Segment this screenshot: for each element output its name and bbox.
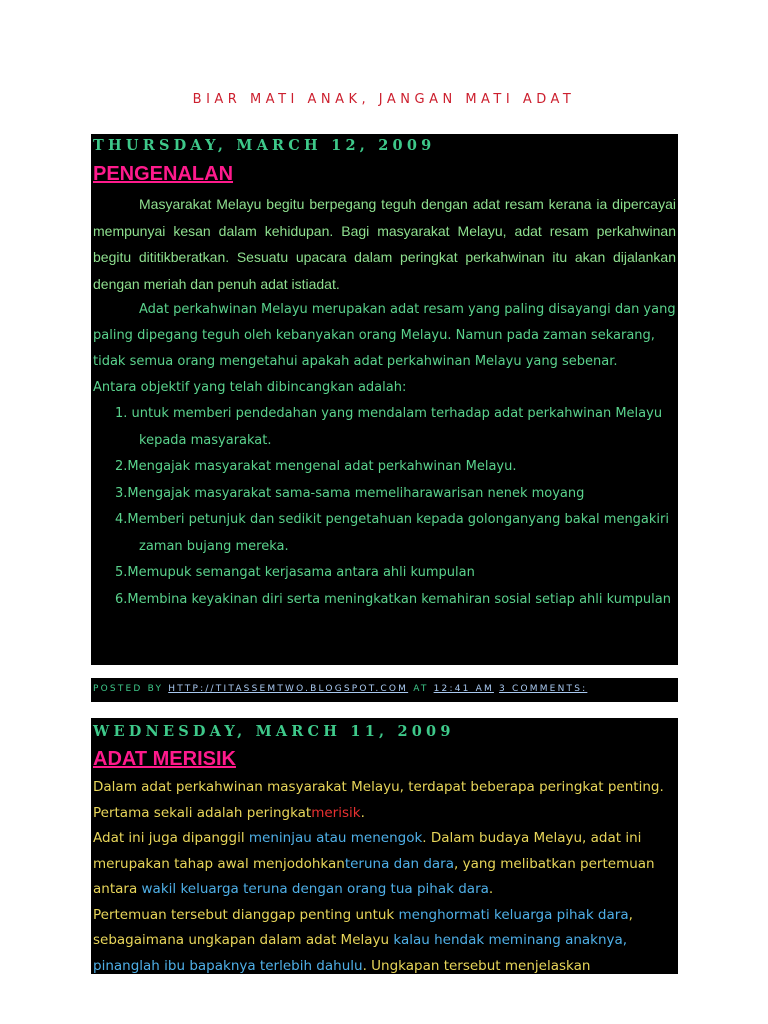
highlight-term: merisik bbox=[311, 804, 361, 821]
text-run: Adat ini juga dipanggil bbox=[93, 830, 249, 846]
blog-title: BIAR MATI ANAK, JANGAN MATI ADAT bbox=[192, 92, 576, 107]
list-item: 1. untuk memberi pendedahan yang mendalam terhadap adat perkahwinan Melayu kepada masyarakat. bbox=[115, 406, 663, 448]
highlight-term: wakil keluarga teruna dengan orang tua pihak dara bbox=[141, 881, 489, 897]
post-date: WEDNESDAY, MARCH 11, 2009 bbox=[93, 723, 455, 740]
list-item: 4.Memberi petunjuk dan sedikit pengetahuan kepada golonganyang bakal mengakiri zaman bujang mereka. bbox=[115, 512, 669, 554]
text-run: . Ungkapan tersebut menjelaskan bbox=[362, 957, 591, 974]
objectives-list bbox=[93, 401, 676, 613]
intro-paragraph: Masyarakat Melayu begitu berpegang teguh dengan adat resam kerana ia dipercayai mempunyai kesan dalam kehidupan. Bagi masyarakat Melayu, adat resam perkahwinan begitu dititikberatkan. Sesuatu upacara dalam peringkat perkahwinan itu akan dijalankan dengan meriah dan penuh adat istiadat. bbox=[93, 196, 676, 292]
text-run: . bbox=[360, 804, 365, 821]
highlight-term: meninjau atau menengok bbox=[248, 830, 423, 846]
highlight-term: teruna dan dara bbox=[344, 855, 454, 872]
merisik-paragraph-3 bbox=[93, 903, 676, 975]
text-run: Pertemuan tersebut dianggap penting untuk bbox=[93, 906, 399, 923]
posted-by-label: POSTED BY bbox=[93, 684, 164, 694]
post-title[interactable]: PENGENALAN bbox=[93, 163, 234, 185]
text-run: , yang melibatkan pertemuan antara bbox=[93, 855, 655, 897]
text-run: . Dalam budaya Melayu, adat ini merupakan tahap awal menjodohkan bbox=[93, 830, 642, 872]
text-run: , sebagaimana ungkapan dalam adat Melayu bbox=[93, 906, 633, 948]
at-label: AT bbox=[413, 684, 429, 694]
body-paragraph: Adat perkahwinan Melayu merupakan adat resam yang paling disayangi dan yang paling dipegang teguh oleh kebanyakan orang Melayu. Namun pada zaman sekarang, tidak semua orang mengetahui apakah adat perkahwinan Melayu yang sebenar. bbox=[93, 302, 676, 369]
merisik-paragraph-1 bbox=[93, 775, 676, 826]
merisik-paragraph-2 bbox=[93, 826, 676, 903]
text-run: Dalam adat perkahwinan masyarakat Melayu, terdapat beberapa peringkat penting. Pertama sekali adalah peringkat bbox=[93, 779, 664, 821]
post-footer bbox=[93, 684, 587, 694]
post-date: THURSDAY, MARCH 12, 2009 bbox=[93, 137, 436, 154]
post-title[interactable]: ADAT MERISIK bbox=[93, 748, 236, 770]
post-adat-merisik bbox=[91, 718, 678, 974]
objectives-intro: Antara objektif yang telah dibincangkan adalah: bbox=[93, 380, 407, 395]
author-link[interactable]: HTTP://TITASSEMTWO.BLOGSPOT.COM bbox=[168, 684, 409, 694]
text-run: . bbox=[488, 881, 494, 897]
list-item: 5.Memupuk semangat kerjasama antara ahli kumpulan bbox=[115, 565, 475, 580]
list-item: 2.Mengajak masyarakat mengenal adat perkahwinan Melayu. bbox=[115, 459, 517, 474]
highlight-term: kalau hendak meminang anaknya, pinanglah ibu bapaknya terlebih dahulu bbox=[93, 932, 628, 974]
timestamp-link[interactable]: 12:41 AM bbox=[433, 684, 494, 694]
post-pengenalan bbox=[91, 134, 678, 665]
highlight-term: menghormati keluarga pihak dara bbox=[398, 906, 629, 923]
list-item: 3.Mengajak masyarakat sama-sama memeliharawarisan nenek moyang bbox=[115, 485, 585, 501]
list-item: 6.Membina keyakinan diri serta meningkatkan kemahiran sosial setiap ahli kumpulan bbox=[115, 591, 671, 607]
comments-link[interactable]: 3 COMMENTS: bbox=[499, 684, 588, 694]
